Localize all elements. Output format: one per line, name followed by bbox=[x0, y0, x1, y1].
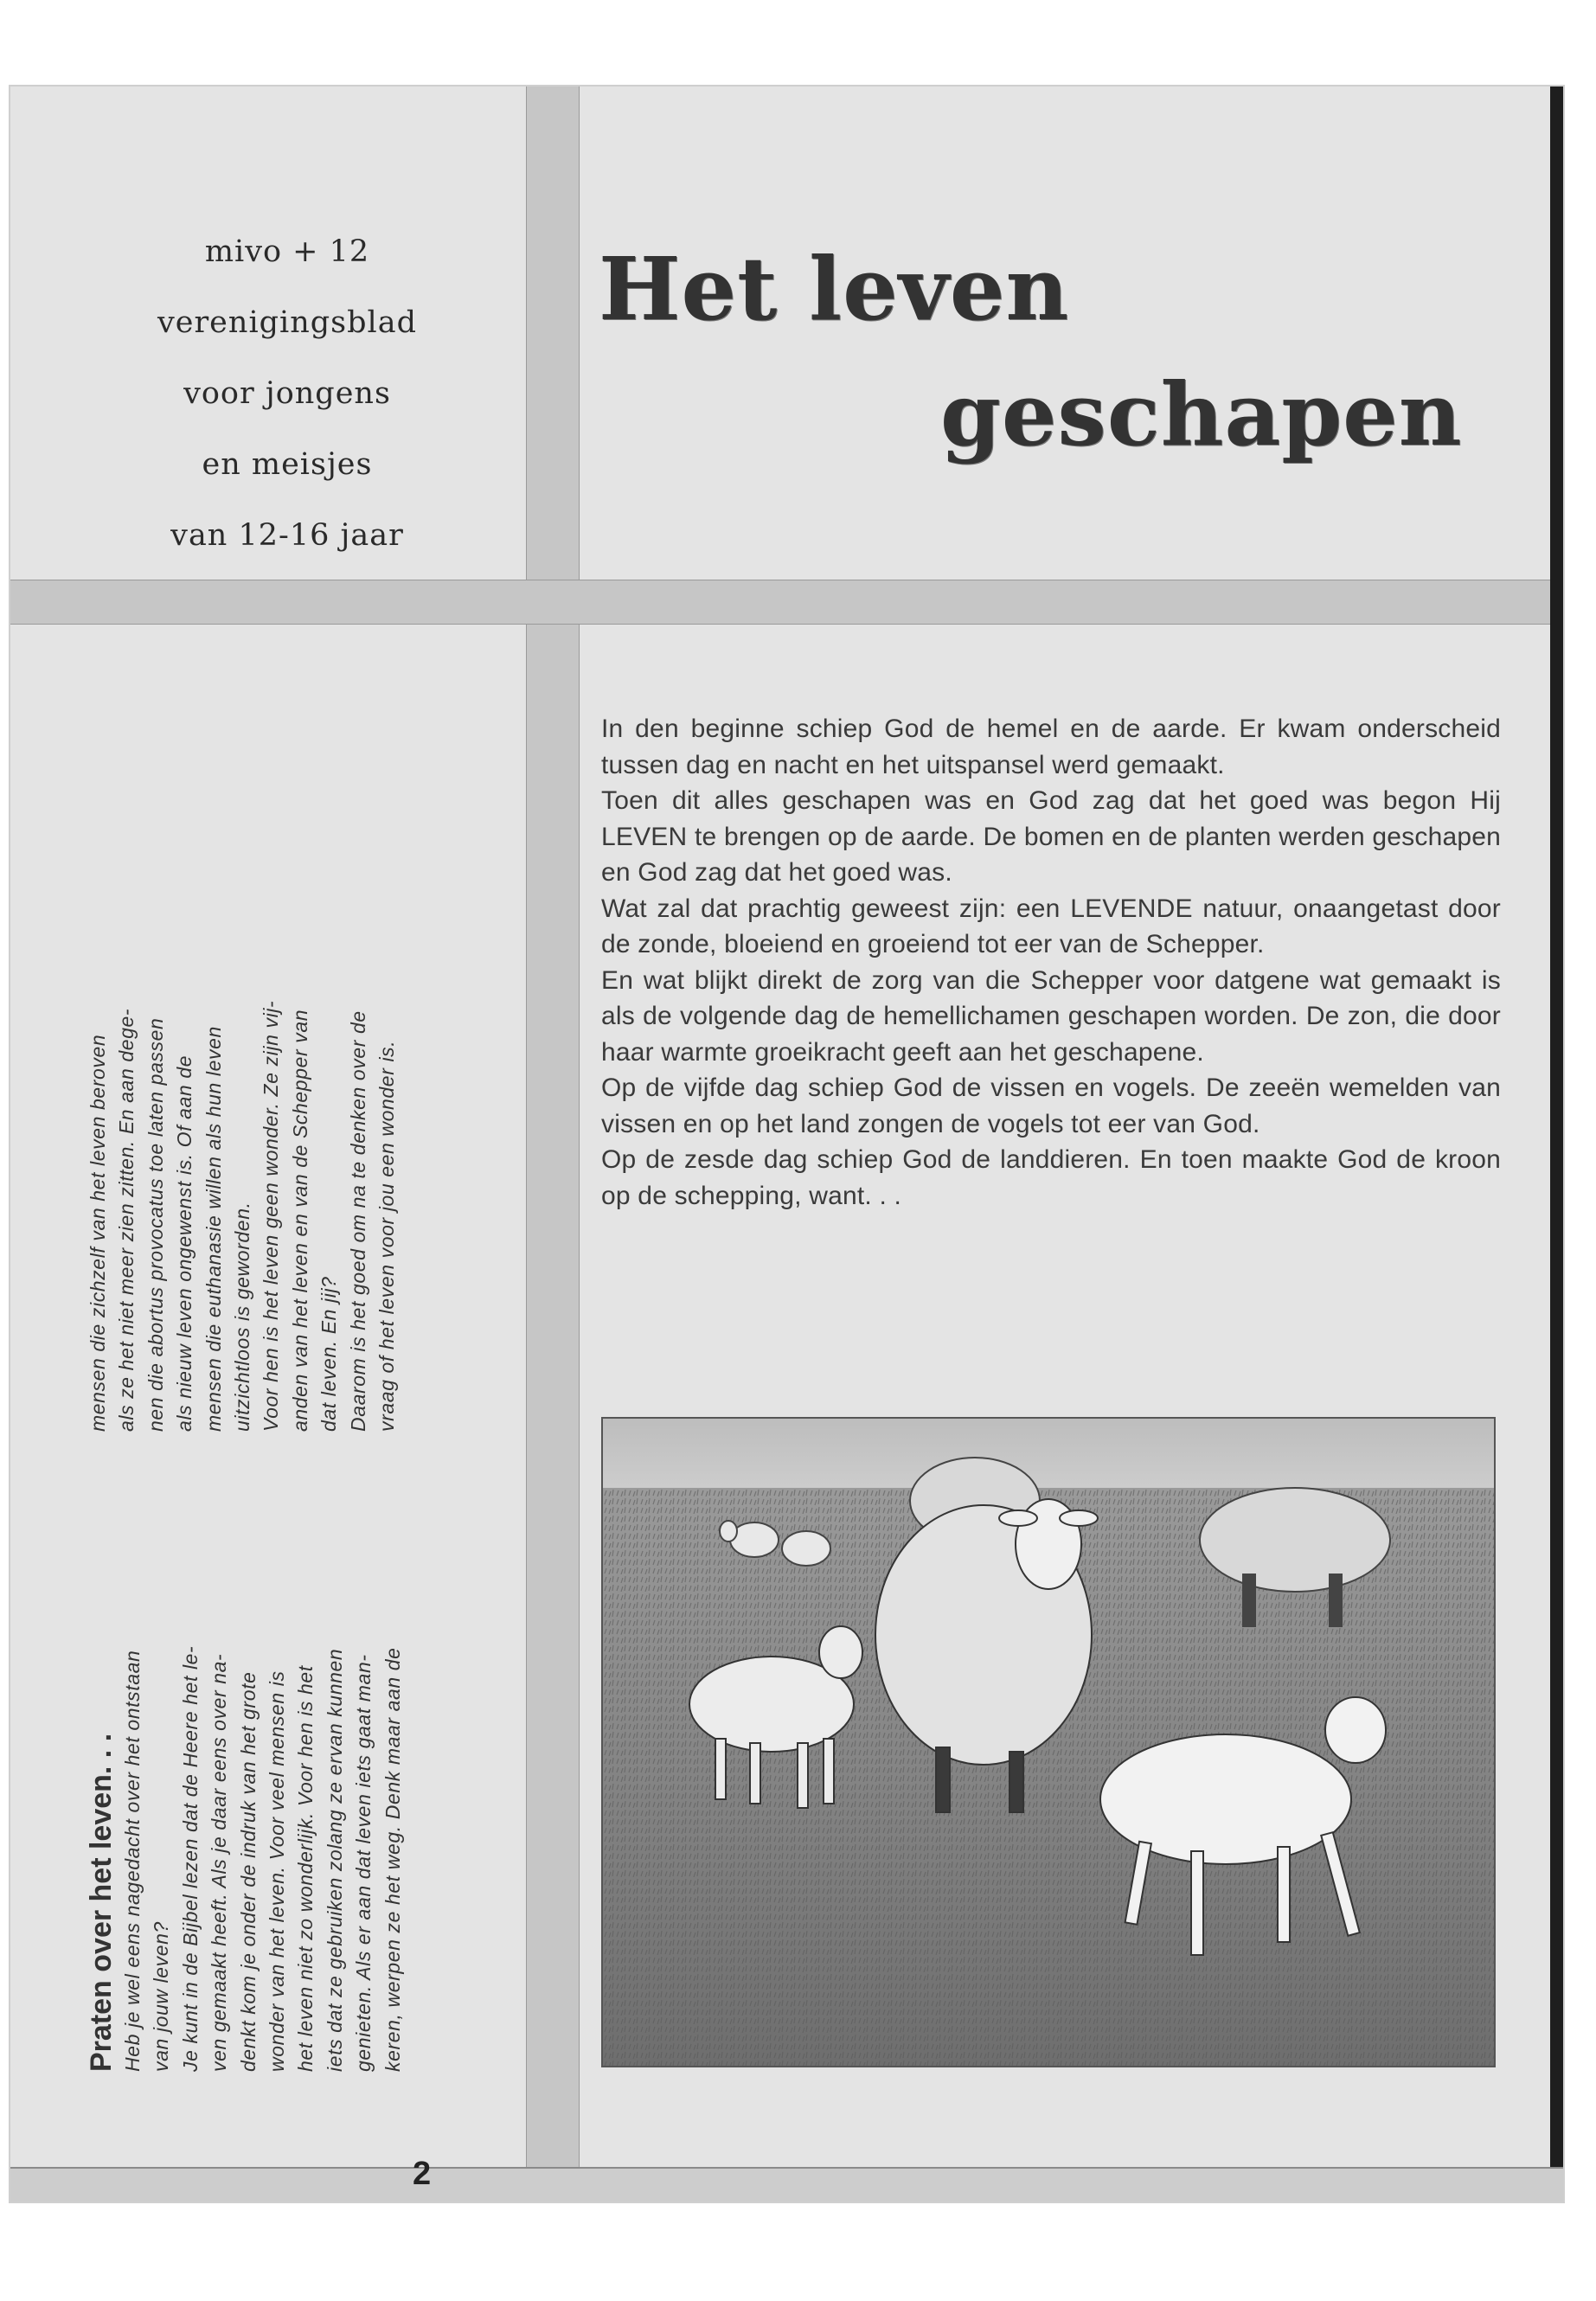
body-paragraph: In den beginne schiep God de hemel en de aarde. Er kwam onderscheid tussen dag en nacht en het uitspansel werd gemaakt. bbox=[601, 715, 1501, 779]
title-line-1: Het leven bbox=[599, 238, 1070, 340]
body-paragraph: En wat blijkt direkt de zorg van die Schepper voor datgene wat gemaakt is als de volgende dag de hemellichamen geschapen worden. De zon, die door haar warmte groeikracht geeft aan het geschapene. bbox=[601, 965, 1501, 1067]
masthead-line: mivo + 12 bbox=[204, 234, 370, 269]
sidebar-line: ven gemaakt heeft. Als je daar eens over na- bbox=[208, 1653, 231, 2072]
sidebar-line: anden van het leven en van de Schepper van bbox=[288, 1009, 311, 1432]
page-edge bbox=[1550, 87, 1563, 2202]
sidebar-line: Je kunt in de Bijbel lezen dat de Heere het le- bbox=[178, 1645, 202, 2072]
sidebar-line: mensen die zichzelf van het leven beroven bbox=[87, 1034, 109, 1432]
body-paragraph: Toen dit alles geschapen was en God zag dat het goed was begon Hij LEVEN te brengen op de aarde. De bomen en de planten werden geschapen en God zag dat het goed was. bbox=[601, 786, 1501, 887]
horizontal-divider-bar bbox=[10, 580, 1550, 625]
sidebar-line: denkt kom je onder de indruk van het grote bbox=[236, 1671, 260, 2072]
sidebar-column-left bbox=[84, 1475, 407, 2072]
sidebar-heading: Praten over het leven. . . bbox=[85, 1733, 118, 2072]
magazine-page bbox=[10, 87, 1563, 2202]
vertical-divider-bar bbox=[526, 87, 580, 2176]
sidebar-line: het leven niet zo wonderlijk. Voor hen is het bbox=[294, 1665, 317, 2072]
sidebar-line: als ze het niet meer zien zitten. En aan dege- bbox=[115, 1008, 138, 1432]
sidebar-line: als nieuw leven ongewenst is. Of aan de bbox=[173, 1054, 196, 1432]
sidebar-line: Daarom is het goed om na te denken over de bbox=[346, 1010, 369, 1432]
sidebar-line: dat leven. En jij? bbox=[317, 1276, 341, 1432]
sidebar-line: van jouw leven? bbox=[150, 1921, 173, 2072]
masthead-line: verenigingsblad bbox=[157, 305, 418, 340]
page-number: 2 bbox=[413, 2156, 432, 2192]
sidebar-column-right bbox=[84, 722, 401, 1432]
title-line-2: geschapen bbox=[940, 363, 1463, 465]
body-paragraph: Wat zal dat prachtig geweest zijn: een LEVENDE natuur, onaangetast door de zonde, bloeiend en groeiend tot eer van de Schepper. bbox=[601, 894, 1501, 958]
body-paragraph: Op de zesde dag schiep God de landdieren. En toen maakte God de kroon op de schepping, want. . . bbox=[601, 1145, 1501, 1210]
sidebar-line: keren, werpen ze het weg. Denk maar aan de bbox=[381, 1647, 404, 2072]
sheep-photo bbox=[601, 1417, 1496, 2067]
sidebar-line: nen die abortus provocatus toe laten passen bbox=[144, 1017, 167, 1432]
sidebar-line: vraag of het leven voor jou een wonder is. bbox=[375, 1040, 399, 1432]
article-body bbox=[601, 711, 1501, 1214]
body-paragraph: Op de vijfde dag schiep God de vissen en vogels. De zeeën wemelden van vissen en op het land zongen de vogels tot eer van God. bbox=[601, 1074, 1501, 1138]
rotated-sidebar bbox=[84, 722, 447, 2072]
masthead-line: en meisjes bbox=[202, 447, 373, 482]
sheep-illustration bbox=[603, 1419, 1494, 2066]
sidebar-line: uitzichtloos is geworden. bbox=[231, 1202, 254, 1432]
sidebar-line: iets dat ze gebruiken zolang ze ervan kunnen bbox=[323, 1648, 346, 2072]
sidebar-line: genieten. Als er aan dat leven iets gaat man- bbox=[352, 1654, 375, 2072]
masthead-line: voor jongens bbox=[183, 376, 391, 411]
bottom-border bbox=[10, 2167, 1563, 2202]
masthead-line: van 12-16 jaar bbox=[170, 518, 404, 553]
sidebar-line: Heb je wel eens nagedacht over het ontstaan bbox=[121, 1650, 144, 2072]
sidebar-line: mensen die euthanasie willen als hun leven bbox=[202, 1026, 225, 1432]
sidebar-line: wonder van het leven. Voor veel mensen is bbox=[266, 1670, 289, 2072]
masthead bbox=[62, 216, 512, 571]
sidebar-line: Voor hen is het leven geen wonder. Ze zijn vij- bbox=[260, 1000, 283, 1432]
